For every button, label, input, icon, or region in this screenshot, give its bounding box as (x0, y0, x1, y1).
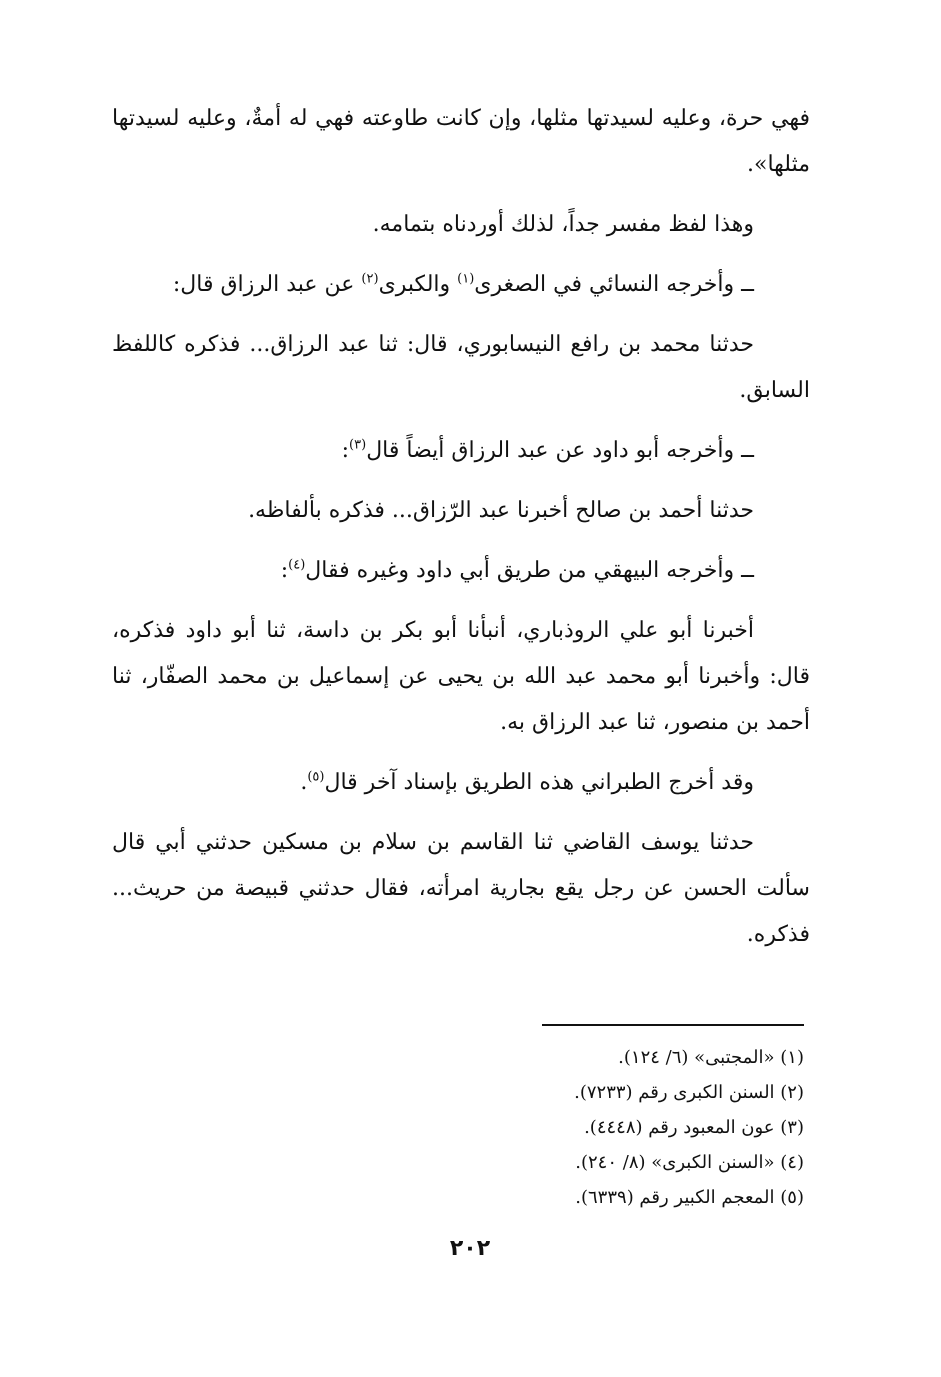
paragraph-9: وقد أخرج الطبراني هذه الطريق بإسناد آخر قال$^{(٥)}$. (300, 769, 754, 795)
page-number: ٢٠٢ (449, 1236, 491, 1261)
footnote-5: (٥) المعجم الكبير رقم (٦٣٣٩). (575, 1187, 804, 1208)
paragraph-10: حدثنا يوسف القاضي ثنا القاسم بن سلام بن مسكين حدثني أبي قال سألت الحسن عن رجل يقع بجارية امرأته، فقال حدثني قبيصة من حريث... فذكره. (112, 830, 810, 947)
footnote-ref-4: (٤) (288, 557, 306, 573)
paragraph-6: حدثنا أحمد بن صالح أخبرنا عبد الرّزاق... فذكره بألفاظه. (248, 498, 754, 523)
paragraph-2: وهذا لفظ مفسر جداً، لذلك أوردناه بتمامه. (372, 212, 754, 237)
paragraph-3: ــ وأخرجه النسائي في الصغرى$^{(١)}$ والكبرى$^{(٢)}$ عن عبد الرزاق قال: (172, 271, 754, 297)
paragraph-4: حدثنا محمد بن رافع النيسابوري، قال: ثنا عبد الرزاق... فذكره كاللفظ السابق. (112, 332, 810, 403)
footnote-3: (٣) عون المعبود رقم (٤٤٤٨). (584, 1117, 804, 1138)
paragraph-1: فهي حرة، وعليه لسيدتها مثلها، وإن كانت طاوعته فهي له أمةٌ، وعليه لسيدتها مثلها». (112, 106, 810, 177)
paragraph-8: أخبرنا أبو علي الروذباري، أنبأنا أبو بكر بن داسة، ثنا أبو داود فذكره، قال: وأخبرنا أبو محمد عبد الله بن يحيى عن إسماعيل بن محمد الصفّار، ثنا أحمد بن منصور، ثنا عبد الرزاق به. (112, 618, 810, 735)
footnote-ref-5: (٥) (307, 769, 325, 785)
paragraph-5: ــ وأخرجه أبو داود عن عبد الرزاق أيضاً قال$^{(٣)}$: (341, 437, 754, 463)
footnote-ref-3: (٣) (349, 437, 367, 453)
footnote-ref-2: (٢) (361, 271, 379, 287)
footnote-2: (٢) السنن الكبرى رقم (٧٢٣٣). (574, 1082, 804, 1103)
footnote-4: (٤) «السنن الكبرى» (٨/ ٢٤٠). (575, 1152, 804, 1173)
main-text (112, 96, 810, 972)
footnotes (470, 1040, 804, 1215)
paragraph-7: ــ وأخرجه البيهقي من طريق أبي داود وغيره فقال$^{(٤)}$: (280, 557, 754, 583)
footnote-ref-1: (١) (457, 271, 475, 287)
footnote-divider (542, 1024, 804, 1026)
footnote-1: (١) «المجتبى» (٦/ ١٢٤). (618, 1047, 804, 1068)
